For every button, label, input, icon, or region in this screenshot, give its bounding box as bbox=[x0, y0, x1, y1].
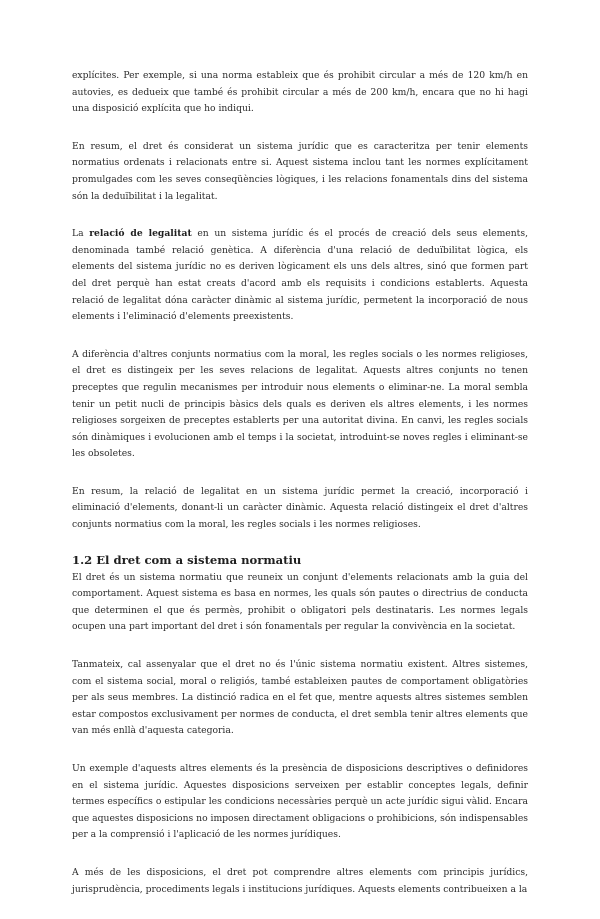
paragraph-other-systems: Tanmateix, cal assenyalar que el dret no és l'únic sistema normatiu existent. Altres sistemes, com el sistema social, moral o religiós, també estableixen pautes de comportament obligatòries per als seus membres. La distinció radica en el fet que, mentre aquests altres sistemes semblen estar compostos exclusivament per normes de conducta, el dret sembla tenir altres elements que van més enllà d'aquesta categoria. bbox=[72, 659, 528, 737]
paragraph-other-normative-sets: A diferència d'altres conjunts normatius com la moral, les regles socials o les normes religioses, el dret es distingeix per les seves relacions de legalitat. Aquests altres conjunts no tenen preceptes que regulin mecanismes per introduir nous elements o eliminar-ne. La moral sembla tenir un petit nucli de principis bàsics dels quals es deriven els altres elements, i les normes religioses sorgeixen de preceptes establerts per una autoritat divina. En canvi, les regles socials són dinàmiques i evolucionen amb el temps i la societat, introduint-se noves regles i eliminant-se les obsoletes. bbox=[72, 348, 528, 460]
legalitat-prefix: La bbox=[72, 228, 90, 240]
paragraph-descriptive-provisions: Un exemple d'aquests altres elements és la presència de disposicions descriptives o definidores en el sistema jurídic. Aquestes disposicions serveixen per establir conceptes legals, definir termes específics o estipular les condicions necessàries perquè un acte jurídic sigui vàlid. Encara que aquestes disposicions no imposen directament obligacions o prohibicions, són indispensables per a la comprensió i l'aplicació de les normes jurídiques. bbox=[72, 763, 528, 841]
legalitat-rest: en un sistema jurídic és el procés de creació dels seus elements, denominada també relació genètica. A diferència d'una relació de deduïbilitat lògica, els elements del sistema jurídic no es deriven lògicament els uns dels altres, sinó que formen part del dret perquè han estat creats d'acord amb els requisits i condicions establerts. Aquesta relació de legalitat dóna caràcter dinàmic al sistema jurídic, permetent la incorporació de nous elements i l'eliminació d'elements preexistents. bbox=[72, 228, 528, 323]
paragraph-summary-system: En resum, el dret és considerat un sistema jurídic que es caracteritza per tenir elements normatius ordenats i relacionats entre si. Aquest sistema inclou tant les normes explícitament promulgades com les seves conseqüències lògiques, i les relacions fonamentals dins del sistema són la deduïbilitat i la legalitat. bbox=[72, 140, 528, 202]
section-heading: 1.2 El dret com a sistema normatiu bbox=[72, 552, 302, 567]
paragraph-deduibilitat-example: explícites. Per exemple, si una norma estableix que és prohibit circular a més de 120 km/h en autovies, es dedueix que també és prohibit circular a més de 200 km/h, encara que no hi hagi una disposició explícita que ho indiqui. bbox=[72, 70, 528, 115]
paragraph-summary-legalitat: En resum, la relació de legalitat en un sistema jurídic permet la creació, incorporació i eliminació d'elements, donant-li un caràcter dinàmic. Aquesta relació distingeix el dret d'altres conjunts normatius com la moral, les regles socials i les normes religioses. bbox=[72, 485, 528, 531]
paragraph-normative-system: El dret és un sistema normatiu que reuneix un conjunt d'elements relacionats amb la guia del comportament. Aquest sistema es basa en normes, les quals són pautes o directrius de conducta que determinen el que és permès, prohibit o obligatori pels destinataris. Les normes legals ocupen una part important del dret i són fonamentals per regular la convivència en la societat. bbox=[72, 571, 528, 633]
document-page bbox=[72, 68, 528, 919]
paragraph-other-elements: A més de les disposicions, el dret pot comprendre altres elements com principis jurídics, jurisprudència, procediments legals i institucions jurídiques. Aquests elements contribueixen a la bbox=[72, 866, 528, 895]
paragraph-relacio-legalitat bbox=[72, 226, 528, 326]
legalitat-bold-term: relació de legalitat bbox=[89, 228, 192, 240]
